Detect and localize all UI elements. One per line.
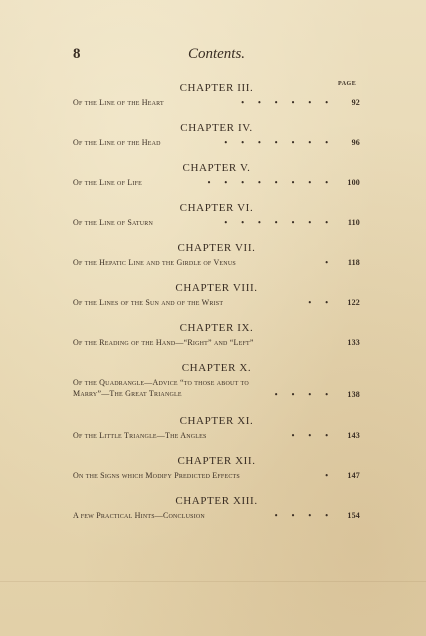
toc-page-number: 154 xyxy=(347,511,360,520)
leader-dots: • • xyxy=(308,298,334,307)
toc-page-number: 96 xyxy=(351,138,360,147)
chapter-title: CHAPTER VIII. xyxy=(175,282,258,294)
chapter-title: CHAPTER VII. xyxy=(177,242,256,254)
toc-page-number: 100 xyxy=(347,178,360,187)
chapter-title: CHAPTER V. xyxy=(182,162,251,174)
toc-entry-line-1: Of the Quadrangle—Advice “to those about to xyxy=(73,378,249,387)
toc-page-number: 138 xyxy=(347,390,360,399)
toc-entry xyxy=(73,511,360,520)
toc-chapter-4 xyxy=(73,122,360,162)
table-of-contents xyxy=(73,82,360,535)
toc-page-number: 92 xyxy=(351,98,360,107)
toc-entry-text: On the Signs which Modify Predicted Effects xyxy=(73,471,240,480)
page-column-label: PAGE xyxy=(338,81,357,87)
toc-page-number: 118 xyxy=(347,258,360,267)
toc-page-number: 110 xyxy=(347,218,360,227)
chapter-title: CHAPTER IX. xyxy=(179,322,254,334)
toc-entry xyxy=(73,378,360,398)
toc-entry-line-2: Marry”—The Great Triangle xyxy=(73,389,182,398)
paper-crease xyxy=(0,581,426,582)
toc-entry-text: Of the Line of the Heart xyxy=(73,98,164,107)
toc-entry xyxy=(73,471,360,480)
chapter-title: CHAPTER VI. xyxy=(179,202,254,214)
leader-dots: • xyxy=(325,471,334,480)
chapter-title: CHAPTER III. xyxy=(179,82,254,94)
toc-chapter-5 xyxy=(73,162,360,202)
running-title: Contents. xyxy=(187,46,246,62)
leader-dots: • • • • • • xyxy=(241,98,334,107)
leader-dots: • xyxy=(325,258,334,267)
toc-entry-text: Of the Lines of the Sun and of the Wrist xyxy=(73,298,224,307)
toc-entry xyxy=(73,338,360,347)
toc-entry-text xyxy=(73,378,249,398)
toc-page-number: 122 xyxy=(347,298,360,307)
chapter-title: CHAPTER XI. xyxy=(179,415,254,427)
toc-page-number: 133 xyxy=(347,338,360,347)
toc-page-number: 147 xyxy=(347,471,360,480)
toc-page-number: 143 xyxy=(347,431,360,440)
toc-entry xyxy=(73,138,360,147)
leader-dots: • • • • • • • xyxy=(224,138,334,147)
toc-entry-text: A few Practical Hints—Conclusion xyxy=(73,511,205,520)
toc-entry xyxy=(73,258,360,267)
toc-entry-text: Of the Reading of the Hand—“Right” and “Left” xyxy=(73,338,254,347)
toc-chapter-12 xyxy=(73,455,360,495)
leader-dots: • • • • • • • xyxy=(224,218,334,227)
leader-dots: • • • xyxy=(291,431,334,440)
toc-entry-text: Of the Hepatic Line and the Girdle of Venus xyxy=(73,258,236,267)
toc-chapter-9 xyxy=(73,322,360,362)
leader-dots: • • • • xyxy=(274,511,334,520)
chapter-title: CHAPTER XII. xyxy=(177,455,256,467)
toc-chapter-11 xyxy=(73,415,360,455)
chapter-title: CHAPTER X. xyxy=(181,362,252,374)
toc-chapter-10 xyxy=(73,362,360,415)
toc-entry xyxy=(73,98,360,107)
page-header xyxy=(73,44,360,68)
page-number: 8 xyxy=(73,46,81,62)
toc-chapter-6 xyxy=(73,202,360,242)
leader-dots: • • • • xyxy=(274,390,334,399)
toc-chapter-8 xyxy=(73,282,360,322)
toc-entry xyxy=(73,218,360,227)
chapter-title: CHAPTER IV. xyxy=(180,122,253,134)
toc-entry-text: Of the Line of Life xyxy=(73,178,143,187)
chapter-title: CHAPTER XIII. xyxy=(175,495,258,507)
toc-chapter-13 xyxy=(73,495,360,535)
toc-entry-text: Of the Line of the Head xyxy=(73,138,161,147)
toc-entry-text: Of the Line of Saturn xyxy=(73,218,153,227)
leader-dots: • • • • • • • • xyxy=(207,178,334,187)
toc-entry xyxy=(73,298,360,307)
toc-chapter-7 xyxy=(73,242,360,282)
toc-chapter-3 xyxy=(73,82,360,122)
toc-entry xyxy=(73,178,360,187)
toc-entry-text: Of the Little Triangle—The Angles xyxy=(73,431,207,440)
toc-entry xyxy=(73,431,360,440)
